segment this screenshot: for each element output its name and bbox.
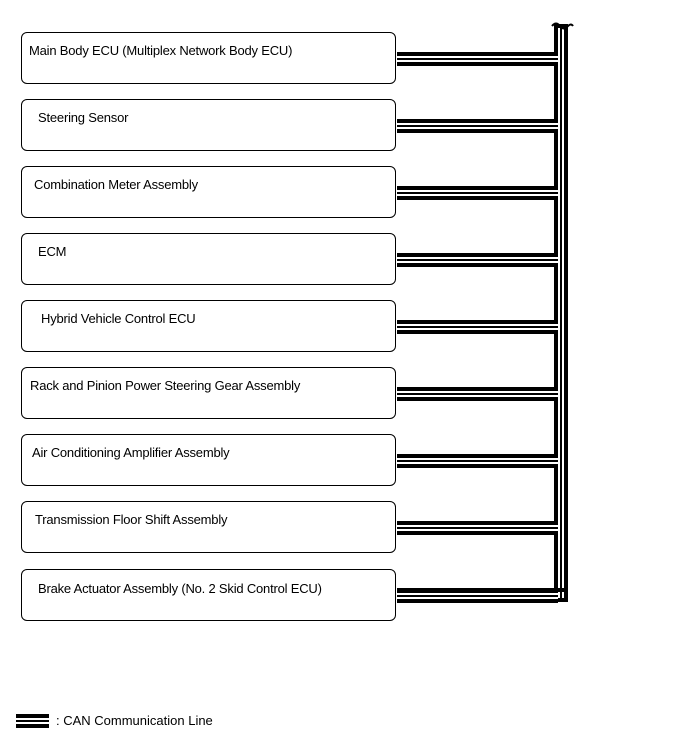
ecu-transmission-floor-shift-label: Transmission Floor Shift Assembly (35, 512, 228, 527)
ecu-transmission-floor-shift (21, 501, 396, 553)
can-branch-6 (397, 387, 558, 401)
can-branch-3 (397, 186, 558, 200)
can-branch-1 (397, 52, 558, 66)
can-line-legend-icon (16, 714, 49, 728)
ecu-brake-actuator (21, 569, 396, 621)
ecu-rack-pinion (21, 367, 396, 419)
ecu-rack-pinion-label: Rack and Pinion Power Steering Gear Assembly (30, 378, 301, 393)
ecu-main-body-label: Main Body ECU (Multiplex Network Body ECU) (29, 43, 293, 58)
ecu-air-conditioning-label: Air Conditioning Amplifier Assembly (32, 445, 230, 460)
ecu-steering-sensor-label: Steering Sensor (38, 110, 129, 125)
ecu-combination-meter-label: Combination Meter Assembly (34, 177, 198, 192)
ecu-brake-actuator-label: Brake Actuator Assembly (No. 2 Skid Control ECU) (38, 581, 322, 596)
ecu-main-body (21, 32, 396, 84)
can-branch-5 (397, 320, 558, 334)
legend-label: : CAN Communication Line (56, 713, 213, 728)
can-branch-7 (397, 454, 558, 468)
ecu-hybrid-vehicle-control (21, 300, 396, 352)
ecu-hybrid-vehicle-control-label: Hybrid Vehicle Control ECU (41, 311, 196, 326)
ecu-air-conditioning (21, 434, 396, 486)
can-branch-8 (397, 521, 558, 535)
can-branch-4 (397, 253, 558, 267)
can-bus-trunk (554, 24, 568, 602)
ecu-ecm (21, 233, 396, 285)
can-branch-2 (397, 119, 558, 133)
can-bus-end (397, 588, 568, 592)
ecu-combination-meter (21, 166, 396, 218)
ecu-steering-sensor (21, 99, 396, 151)
ecu-ecm-label: ECM (38, 244, 67, 259)
